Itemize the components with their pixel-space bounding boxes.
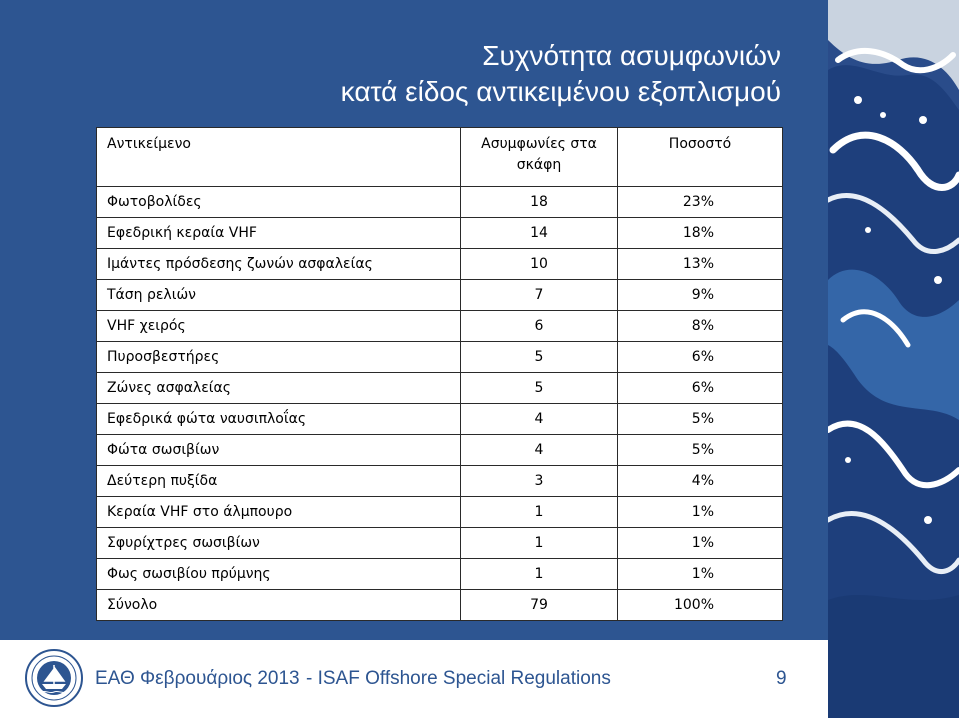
cell-percent: 100% (618, 590, 783, 621)
cell-percent: 13% (618, 249, 783, 280)
cell-percent: 5% (618, 404, 783, 435)
cell-percent: 4% (618, 466, 783, 497)
cell-count: 1 (461, 497, 618, 528)
table-row (97, 528, 783, 559)
equipment-nonconformity-table (96, 127, 783, 621)
table-row (97, 435, 783, 466)
cell-item: Φώτα σωσιβίων (97, 435, 461, 466)
cell-item: Τάση ρελιών (97, 280, 461, 311)
cell-percent: 23% (618, 187, 783, 218)
cell-percent: 6% (618, 342, 783, 373)
table-row (97, 373, 783, 404)
cell-percent: 1% (618, 528, 783, 559)
cell-percent: 1% (618, 559, 783, 590)
table-row (97, 249, 783, 280)
cell-item: Πυροσβεστήρες (97, 342, 461, 373)
cell-item: Σύνολο (97, 590, 461, 621)
table-row (97, 342, 783, 373)
page-number: 9 (776, 668, 787, 689)
header-percent: Ποσοστό (618, 128, 783, 187)
cell-item: Εφεδρικά φώτα ναυσιπλοΐας (97, 404, 461, 435)
club-seal-logo (24, 648, 84, 708)
table-header-row (97, 128, 783, 187)
footer-bar (0, 640, 828, 718)
header-count: Ασυμφωνίες στα σκάφη (461, 128, 618, 187)
table-row (97, 280, 783, 311)
cell-count: 79 (461, 590, 618, 621)
table-row (97, 497, 783, 528)
table-row (97, 559, 783, 590)
table-row (97, 187, 783, 218)
cell-item: Ζώνες ασφαλείας (97, 373, 461, 404)
title-line-2: κατά είδος αντικειμένου εξοπλισμού (340, 76, 781, 107)
cell-count: 5 (461, 342, 618, 373)
cell-count: 10 (461, 249, 618, 280)
cell-count: 4 (461, 435, 618, 466)
cell-count: 3 (461, 466, 618, 497)
cell-count: 1 (461, 528, 618, 559)
cell-percent: 5% (618, 435, 783, 466)
table-row (97, 404, 783, 435)
wave-decoration (828, 0, 959, 718)
cell-item: Φως σωσιβίου πρύμνης (97, 559, 461, 590)
cell-item: Δεύτερη πυξίδα (97, 466, 461, 497)
table-row (97, 466, 783, 497)
cell-percent: 9% (618, 280, 783, 311)
header-item: Αντικείμενο (97, 128, 461, 187)
cell-count: 5 (461, 373, 618, 404)
footer-subject: - ISAF Offshore Special Regulations (306, 668, 611, 689)
cell-count: 14 (461, 218, 618, 249)
cell-item: Φωτοβολίδες (97, 187, 461, 218)
cell-percent: 8% (618, 311, 783, 342)
cell-count: 4 (461, 404, 618, 435)
cell-percent: 18% (618, 218, 783, 249)
footer-organization-date: ΕΑΘ Φεβρουάριος 2013 (95, 668, 300, 689)
cell-item: Σφυρίχτρες σωσιβίων (97, 528, 461, 559)
table-total-row (97, 590, 783, 621)
cell-percent: 1% (618, 497, 783, 528)
page-title (341, 38, 781, 110)
cell-item: Κεραία VHF στο άλμπουρο (97, 497, 461, 528)
cell-count: 6 (461, 311, 618, 342)
cell-item: Ιμάντες πρόσδεσης ζωνών ασφαλείας (97, 249, 461, 280)
cell-count: 18 (461, 187, 618, 218)
cell-count: 7 (461, 280, 618, 311)
table-row (97, 311, 783, 342)
table-row (97, 218, 783, 249)
cell-percent: 6% (618, 373, 783, 404)
cell-item: VHF χειρός (97, 311, 461, 342)
cell-item: Εφεδρική κεραία VHF (97, 218, 461, 249)
cell-count: 1 (461, 559, 618, 590)
title-line-1: Συχνότητα ασυμφωνιών (482, 40, 781, 71)
